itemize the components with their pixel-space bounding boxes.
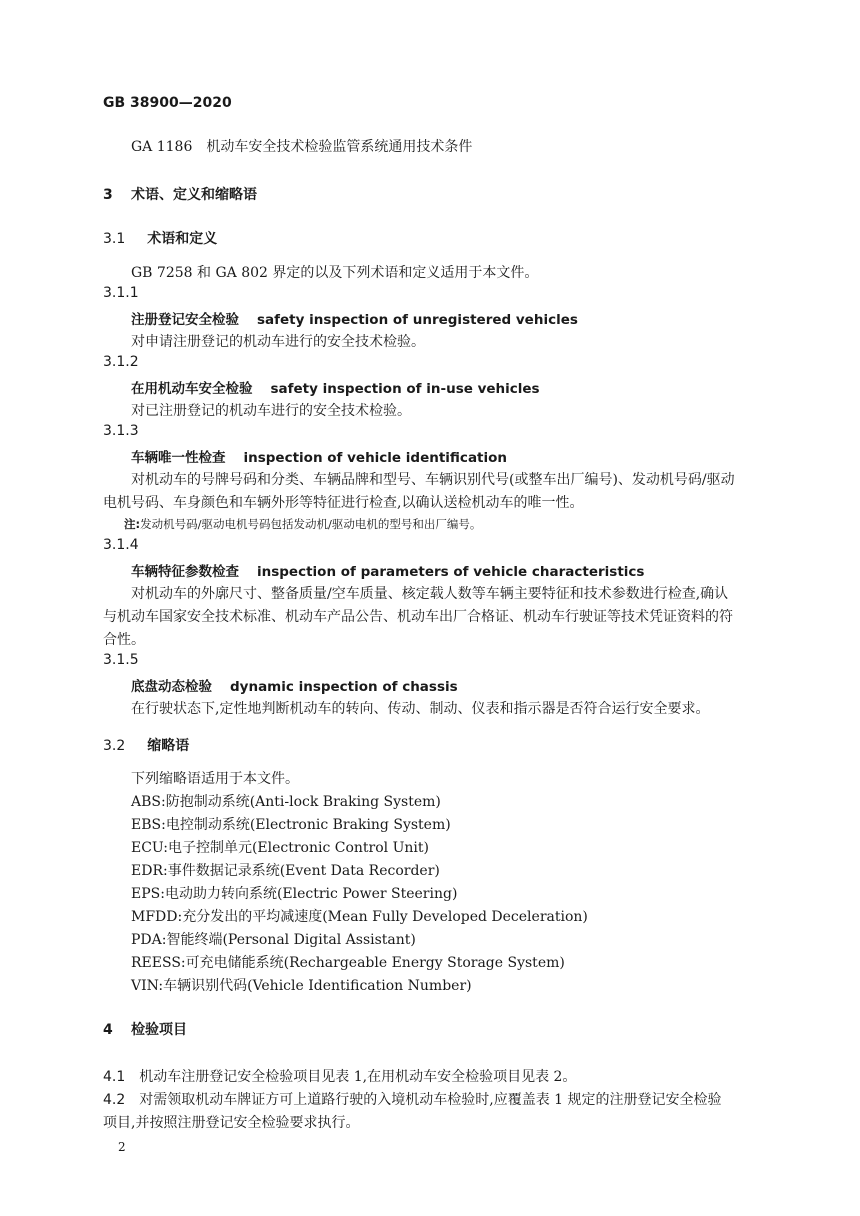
term-zh: 注册登记安全检验 [131, 312, 239, 328]
term-definition: 对已注册登记的机动车进行的安全技术检验。 [131, 403, 411, 419]
section-title: 术语、定义和缩略语 [131, 187, 257, 203]
abbr-item: ECU:电子控制单元(Electronic Control Unit) [131, 840, 429, 856]
section-title: 检验项目 [131, 1022, 187, 1038]
standard-id: GB 38900—2020 [103, 95, 232, 111]
note-text: 发动机号码/驱动电机号码包括发动机/驱动电机的型号和出厂编号。 [140, 517, 482, 531]
section-3-heading [103, 184, 257, 204]
normative-reference: GA 1186 机动车安全技术检验监管系统通用技术条件 [131, 139, 473, 155]
section-3-2-heading [103, 735, 189, 755]
abbr-item: REESS:可充电储能系统(Rechargeable Energy Storage System) [131, 955, 565, 971]
section-title: 术语和定义 [147, 231, 218, 247]
abbr-item: PDA:智能终端(Personal Digital Assistant) [131, 932, 416, 948]
clause-4-1 [103, 1066, 576, 1086]
term-en: safety inspection of unregistered vehicles [257, 312, 578, 328]
clause-text-continued: 项目,并按照注册登记安全检验要求执行。 [103, 1115, 360, 1131]
section-3-1-heading [103, 228, 217, 248]
term-heading [131, 446, 507, 466]
term-heading [131, 377, 540, 397]
section-4-heading [103, 1019, 187, 1039]
term-zh: 车辆特征参数检查 [131, 564, 239, 580]
clause-text: 对需领取机动车牌证方可上道路行驶的入境机动车检验时,应覆盖表 1 规定的注册登记安全检验 [139, 1092, 722, 1108]
term-heading [131, 560, 644, 580]
term-note [124, 516, 481, 532]
term-definition-line: 电机号码、车身颜色和车辆外形等特征进行检查,以确认送检机动车的唯一性。 [103, 495, 584, 511]
abbr-item: ABS:防抱制动系统(Anti-lock Braking System) [131, 794, 441, 810]
term-number: 3.1.4 [103, 537, 139, 553]
term-definition-line: 与机动车国家安全技术标准、机动车产品公告、机动车出厂合格证、机动车行驶证等技术凭证资料的符 [103, 609, 733, 625]
abbr-item: EDR:事件数据记录系统(Event Data Recorder) [131, 863, 440, 879]
term-definition-line: 对机动车的外廓尺寸、整备质量/空车质量、核定载人数等车辆主要特征和技术参数进行检查,确认 [131, 586, 729, 602]
terms-intro: GB 7258 和 GA 802 界定的以及下列术语和定义适用于本文件。 [131, 265, 539, 281]
abbr-item: EBS:电控制动系统(Electronic Braking System) [131, 817, 451, 833]
term-en: inspection of parameters of vehicle characteristics [257, 564, 645, 580]
term-number: 3.1.5 [103, 652, 139, 668]
term-zh: 车辆唯一性检查 [131, 450, 226, 466]
section-title: 缩略语 [147, 738, 190, 754]
section-number: 3 [103, 187, 113, 203]
term-number: 3.1.1 [103, 285, 139, 301]
term-heading [131, 308, 578, 328]
clause-text: 机动车注册登记安全检验项目见表 1,在用机动车安全检验项目见表 2。 [139, 1069, 577, 1085]
note-label: 注: [124, 517, 141, 531]
clause-number: 4.2 [103, 1092, 126, 1108]
term-en: dynamic inspection of chassis [230, 679, 458, 695]
clause-4-2 [103, 1089, 722, 1109]
abbr-item: VIN:车辆识别代码(Vehicle Identification Number) [131, 978, 472, 994]
abbr-intro: 下列缩略语适用于本文件。 [131, 771, 299, 787]
term-number: 3.1.2 [103, 354, 139, 370]
page-number: 2 [118, 1140, 126, 1154]
term-heading [131, 675, 458, 695]
term-definition: 在行驶状态下,定性地判断机动车的转向、传动、制动、仪表和指示器是否符合运行安全要求。 [131, 701, 710, 717]
term-en: safety inspection of in-use vehicles [270, 381, 540, 397]
term-definition-line: 合性。 [103, 632, 145, 648]
clause-number: 4.1 [103, 1069, 126, 1085]
abbr-item: EPS:电动助力转向系统(Electric Power Steering) [131, 886, 458, 902]
term-number: 3.1.3 [103, 423, 139, 439]
term-zh: 底盘动态检验 [131, 679, 212, 695]
section-number: 4 [103, 1022, 113, 1038]
abbr-item: MFDD:充分发出的平均减速度(Mean Fully Developed Deceleration) [131, 909, 588, 925]
section-number: 3.1 [103, 231, 126, 247]
term-definition: 对申请注册登记的机动车进行的安全技术检验。 [131, 334, 425, 350]
section-number: 3.2 [103, 738, 126, 754]
term-en: inspection of vehicle identification [243, 450, 508, 466]
term-definition-line: 对机动车的号牌号码和分类、车辆品牌和型号、车辆识别代号(或整车出厂编号)、发动机号码/驱动 [131, 472, 735, 488]
term-zh: 在用机动车安全检验 [131, 381, 253, 397]
